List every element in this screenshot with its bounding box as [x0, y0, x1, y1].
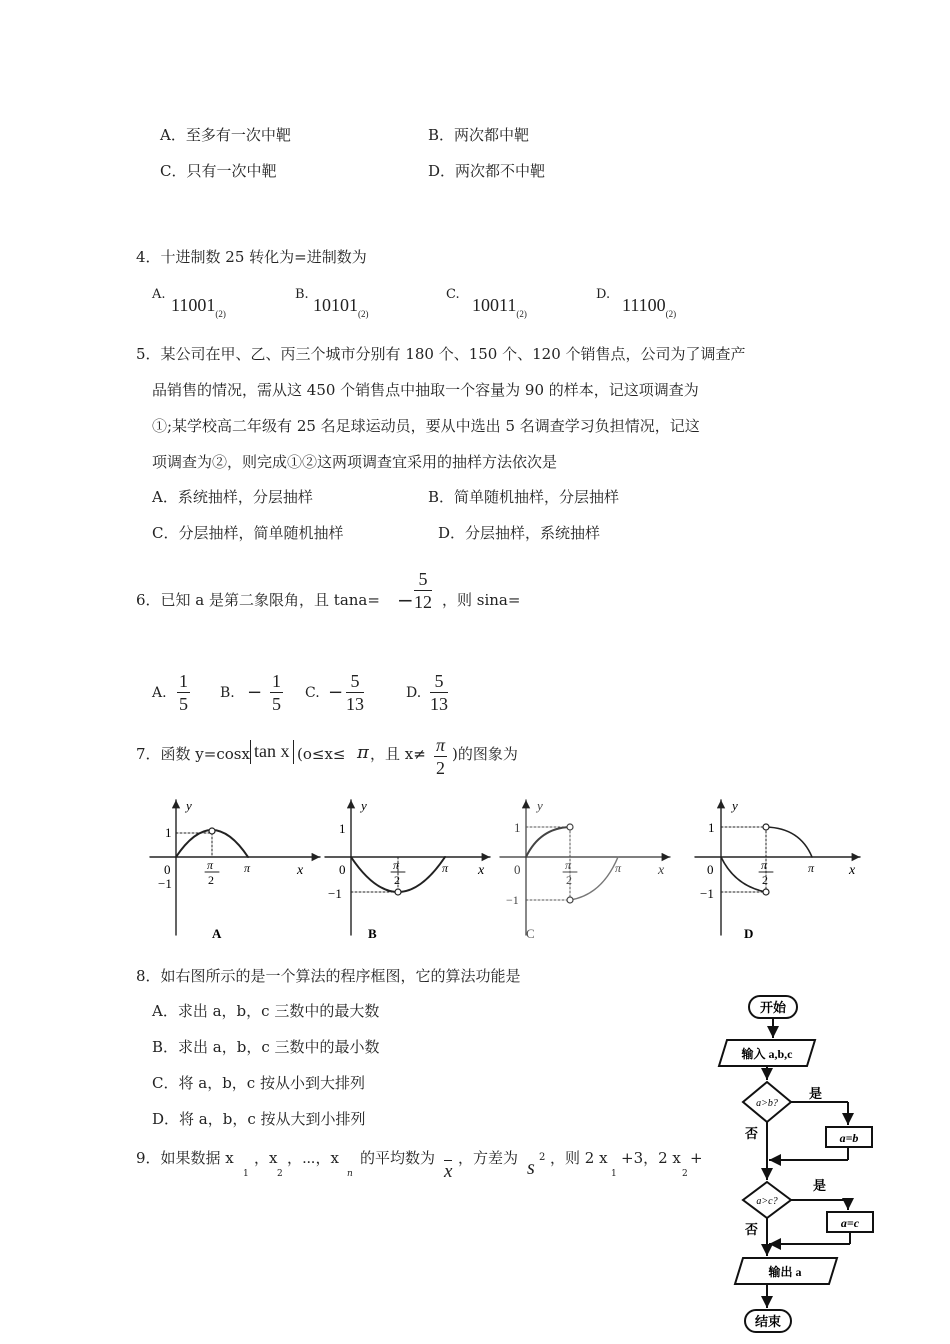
- flowchart-yes-2: 是: [813, 1178, 827, 1193]
- q4-option-c-letter: C.: [446, 287, 460, 302]
- graph-d-tick-neg1: −1: [700, 886, 714, 901]
- q7-abs-tan: tan x: [250, 740, 294, 764]
- q7-graphs: [0, 790, 950, 980]
- graph-b-x-label: x: [478, 863, 485, 878]
- graph-c-tick-neg1: −1: [506, 893, 519, 907]
- flowchart-condition-1-label: a>b?: [756, 1098, 778, 1109]
- q6-stem-a: 6．已知 a 是第二象限角，且 tana=: [136, 591, 380, 609]
- q8-stem: 8．如右图所示的是一个算法的程序框图，它的算法功能是: [136, 967, 521, 985]
- graph-d-pi: π: [808, 861, 815, 875]
- q7-pi-half-fraction: π 2: [436, 735, 446, 778]
- graph-a-label: A: [212, 926, 222, 941]
- q8-option-a: A．求出 a，b，c 三数中的最大数: [152, 1002, 380, 1020]
- q8-option-d: D．将 a，b，c 按从大到小排列: [152, 1110, 366, 1128]
- flowchart-no-1: 否: [745, 1126, 759, 1141]
- q5-option-a: A．系统抽样，分层抽样: [152, 488, 313, 506]
- graph-c-pi-half-den: 2: [566, 873, 572, 887]
- graph-d-tick-1: 1: [708, 820, 715, 835]
- q5-option-d: D．分层抽样，系统抽样: [438, 524, 601, 542]
- q9-text-i: +: [690, 1149, 703, 1167]
- q6-minus: −: [397, 588, 414, 612]
- graph-b-origin: 0: [339, 862, 346, 877]
- graph-a-pi-half-num: π: [207, 858, 214, 872]
- q7-pi: π: [357, 742, 369, 763]
- graph-a-pi-half-den: 2: [208, 873, 214, 887]
- q9-sub-1: 1: [243, 1169, 249, 1179]
- graph-d-x-label: x: [849, 863, 856, 878]
- q4-option-c-value: $10011_{(2)}$: [472, 295, 527, 319]
- q7-stem-b: (o≤x≤: [297, 745, 346, 763]
- q8-option-c: C．将 a，b，c 按从小到大排列: [152, 1074, 365, 1092]
- q9-sub-n: n: [347, 1169, 353, 1179]
- q6-option-b-sign: −: [247, 682, 263, 703]
- q4-option-a-letter: A.: [152, 287, 166, 302]
- q4-option-d-value: $11100_{(2)}$: [622, 295, 677, 319]
- flowchart-assign-2-label: a=c: [840, 1216, 860, 1230]
- graph-d: [695, 798, 860, 941]
- graph-c: [500, 798, 670, 941]
- q9-s: s: [527, 1157, 535, 1179]
- graph-a-tick-1: 1: [165, 825, 172, 840]
- q9-xbar: x: [444, 1161, 453, 1182]
- graph-b: [325, 798, 490, 941]
- q6-option-a-fraction: 1 5: [179, 671, 188, 714]
- graph-b-pi-half-num: π: [393, 858, 400, 872]
- graph-b-pi-half-den: 2: [394, 873, 400, 887]
- q8-option-b: B．求出 a，b，c 三数中的最小数: [152, 1038, 380, 1056]
- flowchart: [715, 994, 895, 1344]
- flowchart-yes-1: 是: [809, 1086, 823, 1101]
- q9-sub-g2: 2: [682, 1169, 688, 1179]
- q9-text-a: 9．如果数据 x: [136, 1149, 234, 1167]
- graph-d-pi-half-den: 2: [762, 873, 768, 887]
- q4-option-d-letter: D.: [596, 287, 611, 302]
- graph-a-pi: π: [244, 861, 251, 875]
- q9-text-h: +3，2 x: [621, 1149, 681, 1167]
- q5-line-4: 项调查为②，则完成①②这两项调查宜采用的抽样方法依次是: [152, 453, 558, 471]
- q6-stem-b: ，则 sina=: [442, 591, 521, 609]
- q5-line-3: ①;某学校高二年级有 25 名足球运动员，要从中选出 5 名调查学习负担情况，记这: [152, 417, 700, 435]
- q6-option-d-letter: D.: [406, 685, 422, 701]
- graph-c-x-label: x: [658, 863, 665, 878]
- graph-a-tick-neg1: −1: [158, 876, 172, 891]
- graph-b-tick-neg1: −1: [328, 886, 342, 901]
- q6-option-c-letter: C.: [305, 685, 320, 701]
- graph-c-origin: 0: [514, 862, 521, 877]
- q6-option-c-sign: −: [328, 682, 344, 703]
- q9-sub-g1: 1: [611, 1169, 617, 1179]
- q4-option-b-value: $10101_{(2)}$: [313, 295, 369, 319]
- q4-stem: 4．十进制数 25 转化为=进制数为: [136, 248, 367, 266]
- graph-b-pi: π: [442, 861, 449, 875]
- q9-text-f: ，则 2 x: [550, 1149, 608, 1167]
- flowchart-output-label: 输出 a: [768, 1265, 802, 1279]
- q6-option-b-fraction: 1 5: [272, 671, 281, 714]
- q9-text-c: ，⋯，x: [287, 1149, 339, 1167]
- graph-d-origin: 0: [707, 862, 714, 877]
- flowchart-assign-1-label: a=b: [839, 1131, 859, 1145]
- graph-b-label: B: [368, 926, 377, 941]
- q6-option-a-letter: A.: [152, 685, 167, 701]
- q9-text-b: ，x: [254, 1149, 278, 1167]
- q9-text-e: ，方差为: [458, 1149, 519, 1167]
- q6-option-b-letter: B.: [220, 685, 235, 701]
- graph-c-tick-1: 1: [514, 820, 521, 835]
- q4-option-b-letter: B.: [295, 287, 309, 302]
- q6-tan-fraction: 5 12: [414, 569, 432, 612]
- flowchart-no-2: 否: [745, 1222, 759, 1237]
- graph-c-pi: π: [615, 861, 622, 875]
- q3-option-b: B．两次都中靶: [428, 126, 530, 144]
- q9-sub-2: 2: [277, 1169, 283, 1179]
- graph-a-x-label: x: [297, 863, 304, 878]
- q5-line-2: 品销售的情况，需从这 450 个销售点中抽取一个容量为 90 的样本，记这项调查为: [152, 381, 699, 399]
- flowchart-end-label: 结束: [754, 1314, 782, 1329]
- q3-option-d: D．两次都不中靶: [428, 162, 546, 180]
- q3-option-a: A．至多有一次中靶: [160, 126, 291, 144]
- graph-b-y-label: y: [361, 798, 367, 813]
- graph-a-origin: 0: [164, 862, 171, 877]
- q9-s-squared: 2: [539, 1152, 546, 1163]
- q7-stem-c: ，且 x≠: [370, 745, 426, 763]
- q5-line-1: 5．某公司在甲、乙、丙三个城市分别有 180 个、150 个、120 个销售点，公司为了调查产: [136, 345, 746, 363]
- q9-text-d: 的平均数为: [360, 1149, 436, 1167]
- graph-c-y-label: y: [537, 798, 543, 813]
- graph-c-label: C: [526, 926, 535, 941]
- graph-c-pi-half-num: π: [565, 858, 572, 872]
- graph-a-y-label: y: [186, 798, 192, 813]
- graph-a: [150, 798, 320, 941]
- flowchart-input-label: 输入 a,b,c: [741, 1047, 793, 1061]
- q3-option-c: C．只有一次中靶: [160, 162, 277, 180]
- graph-d-label: D: [744, 926, 754, 941]
- q7-stem-a: 7．函数 y=cosx: [136, 745, 250, 763]
- q4-option-a-value: $11001_{(2)}$: [171, 295, 226, 319]
- q6-option-d-fraction: 5 13: [430, 671, 448, 714]
- q5-option-c: C．分层抽样，简单随机抽样: [152, 524, 344, 542]
- q5-option-b: B．简单随机抽样，分层抽样: [428, 488, 620, 506]
- flowchart-condition-2-label: a>c?: [756, 1196, 778, 1207]
- q6-option-c-fraction: 5 13: [346, 671, 364, 714]
- graph-d-y-label: y: [732, 798, 738, 813]
- flowchart-start-label: 开始: [759, 1000, 787, 1015]
- q7-stem-d: )的图象为: [452, 745, 518, 763]
- graph-b-tick-1: 1: [339, 821, 346, 836]
- graph-d-pi-half-num: π: [761, 858, 768, 872]
